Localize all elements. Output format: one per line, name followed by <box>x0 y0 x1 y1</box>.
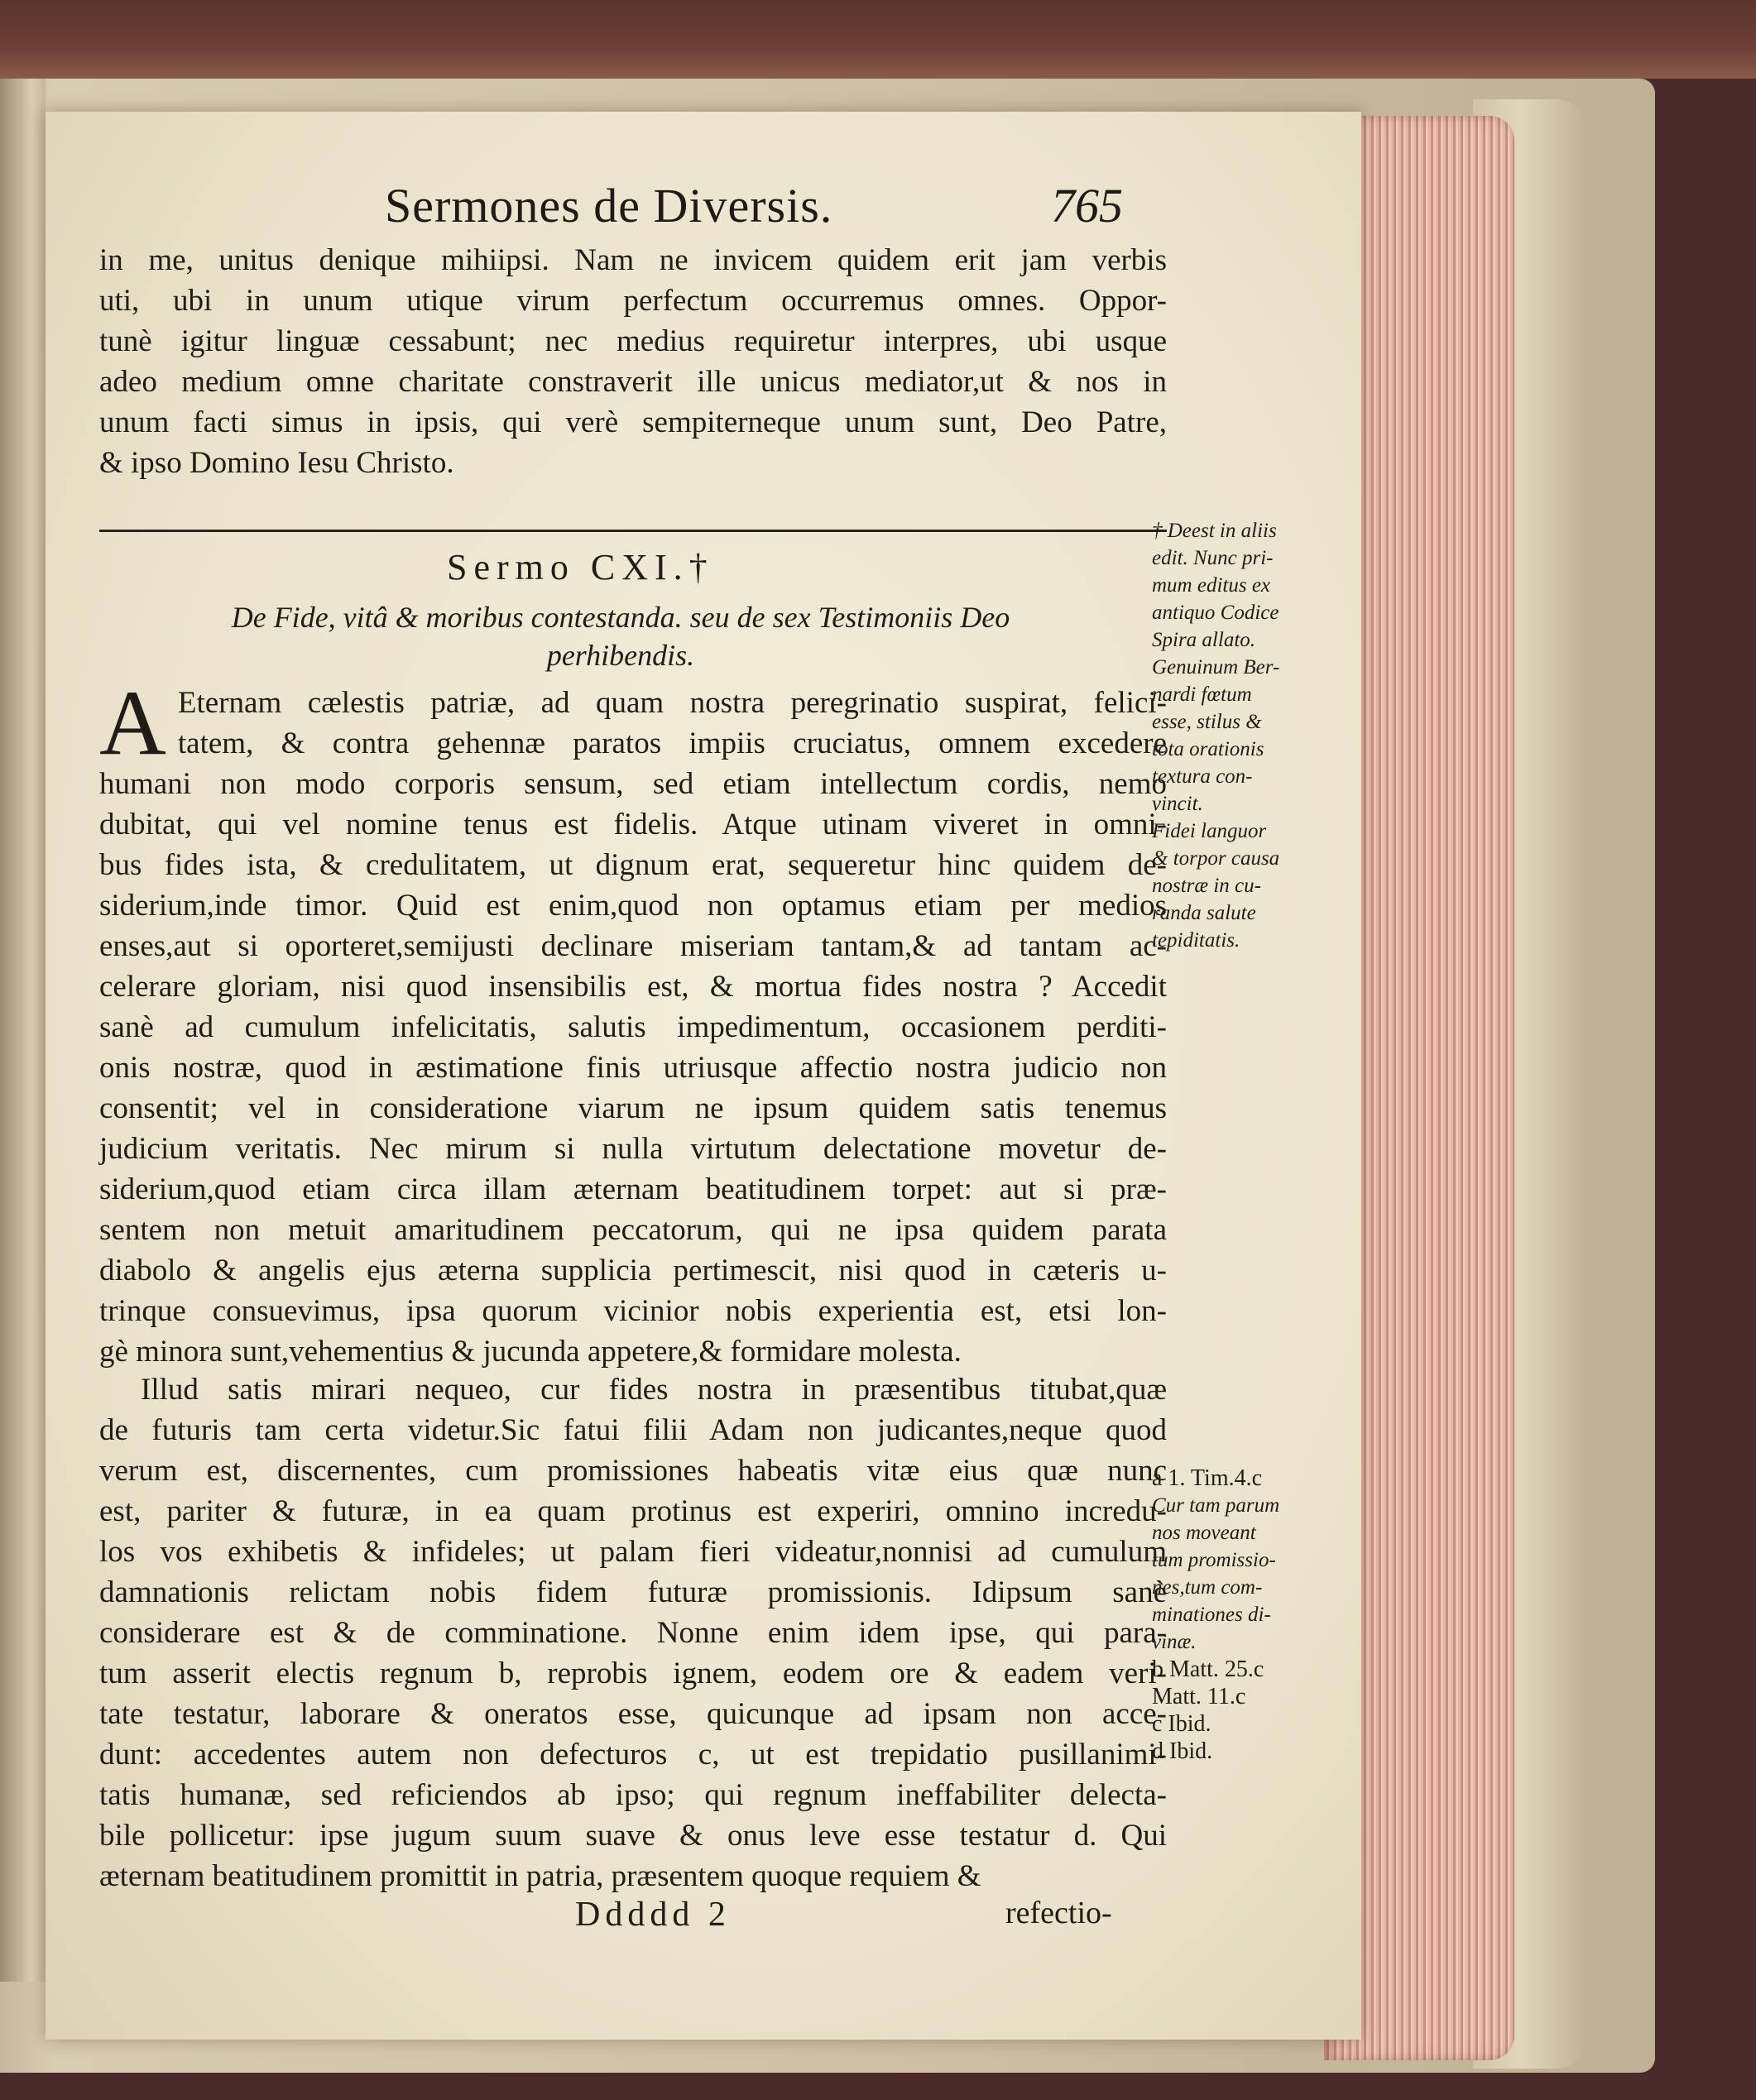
margin-note-source <box>1152 517 1342 954</box>
text-line: tum asserit electis regnum b, reprobis ignem, eodem ore & eadem veri- <box>99 1657 1167 1690</box>
margin-note-line: tota orationis <box>1152 738 1264 760</box>
paragraph-1 <box>99 672 1167 1372</box>
margin-note-line: tum promissio- <box>1152 1549 1276 1571</box>
margin-note-line: randa salute <box>1152 902 1256 924</box>
margin-note-line: nostræ in cu- <box>1152 875 1261 897</box>
margin-note-line: Cur tam parum <box>1152 1494 1280 1517</box>
text-line: enses,aut si oporteret,semijusti declinare miseriam tantam,& ad tantam ac- <box>99 929 1167 963</box>
margin-note-line: textura con- <box>1152 765 1253 788</box>
text-line: judicium veritatis. Nec mirum si nulla virtutum delectatione movetur de- <box>99 1132 1167 1166</box>
margin-note-line: tepiditatis. <box>1152 929 1240 952</box>
text-line: est, pariter & futuræ, in ea quam protinus est experiri, omnino incredu- <box>99 1494 1167 1528</box>
facing-page-edge <box>0 79 46 1982</box>
book-page <box>46 112 1361 2040</box>
drop-cap: A <box>99 672 166 774</box>
text-line: adeo medium omne charitate constraverit ille unicus mediator,ut & nos in <box>99 365 1167 399</box>
text-line: gè minora sunt,vehementius & jucunda appetere,& formidare molesta. <box>99 1335 962 1369</box>
margin-note-line: nardi fœtum <box>1152 683 1252 706</box>
margin-note-line: nos moveant <box>1152 1522 1256 1544</box>
text-line: tatem, & contra gehennæ paratos impiis cruciatus, omnem excedere <box>177 726 1167 760</box>
margin-note-line: mum editus ex <box>1152 574 1271 597</box>
text-line: uti, ubi in unum utique virum perfectum occurremus omnes. Oppor- <box>99 284 1167 318</box>
margin-note-line: Fidei languor <box>1152 820 1267 842</box>
margin-note-line: & torpor causa <box>1152 847 1280 870</box>
text-line: tunè igitur linguæ cessabunt; nec medius requiretur interpres, ubi usque <box>99 324 1167 358</box>
catchword: refectio- <box>1005 1896 1112 1930</box>
text-line: bus fides ista, & credulitatem, ut dignum erat, sequeretur hinc quidem de- <box>99 848 1167 882</box>
top-paragraph <box>99 240 1167 483</box>
text-line: unum facti simus in ipsis, qui verè sempiterneque unum sunt, Deo Patre, <box>99 405 1167 439</box>
margin-note-line: b Matt. 25.c <box>1152 1657 1264 1682</box>
margin-note-line: Genuinum Ber- <box>1152 656 1280 678</box>
margin-note-line: nes,tum com- <box>1152 1576 1263 1599</box>
margin-note-line: esse, stilus & <box>1152 711 1262 733</box>
text-line: sanè ad cumulum infelicitatis, salutis impedimentum, occasionem perditi- <box>99 1010 1167 1044</box>
margin-note-line: d Ibid. <box>1152 1738 1213 1764</box>
text-line: verum est, discernentes, cum promissiones habeatis vitæ eius quæ nunc <box>99 1454 1167 1488</box>
text-line: diabolo & angelis ejus æterna supplicia pertimescit, nisi quod in cæteris u- <box>99 1254 1167 1287</box>
margin-note-line: a 1. Tim.4.c <box>1152 1465 1263 1491</box>
margin-note-line: edit. Nunc pri- <box>1152 547 1274 569</box>
text-line: tatis humanæ, sed reficiendos ab ipso; qui regnum ineffabiliter delecta- <box>99 1778 1167 1812</box>
paragraph-2 <box>99 1369 1167 1896</box>
page-number: 765 <box>1051 179 1123 233</box>
signature-mark: Ddddd 2 <box>575 1896 731 1934</box>
text-line: tate testatur, laborare & oneratos esse, quicunque ad ipsam non acce- <box>99 1697 1167 1731</box>
margin-note-references <box>1152 1465 1342 1765</box>
margin-note-line: c Ibid. <box>1152 1711 1211 1737</box>
margin-note-line: † Deest in aliis <box>1152 520 1277 542</box>
margin-note-line: Spira allato. <box>1152 629 1256 651</box>
subtitle-line: De Fide, vitâ & moribus contestanda. seu de sex Testimoniis Deo <box>231 601 1010 634</box>
text-line: trinque consuevimus, ipsa quorum vicinior nobis experientia est, etsi lon- <box>99 1294 1167 1328</box>
sermon-title: Sermo CXI.† <box>447 547 714 587</box>
text-line: consentit; vel in consideratione viarum ne ipsum quidem satis tenemus <box>99 1091 1167 1125</box>
margin-note-line: vinæ. <box>1152 1631 1197 1653</box>
text-line: dunt: accedentes autem non defecturos c, ut est trepidatio pusillanimi- <box>99 1738 1167 1772</box>
text-line: sentem non metuit amaritudinem peccatorum, qui ne ipsa quidem parata <box>99 1213 1167 1247</box>
text-line: de futuris tam certa videtur.Sic fatui filii Adam non judicantes,neque quod <box>99 1413 1167 1447</box>
text-line: humani non modo corporis sensum, sed etiam intellectum cordis, nemo <box>99 767 1167 801</box>
running-title: Sermones de Diversis. <box>385 179 833 233</box>
text-line: considerare est & de comminatione. Nonne enim idem ipse, qui para- <box>99 1616 1167 1650</box>
margin-note-line: minationes di- <box>1152 1604 1271 1626</box>
sermon-subtitle <box>124 598 1117 674</box>
margin-note-line: Matt. 11.c <box>1152 1684 1246 1709</box>
subtitle-line: perhibendis. <box>546 639 695 672</box>
text-line: Illud satis mirari nequeo, cur fides nostra in præsentibus titubat,quæ <box>141 1373 1167 1407</box>
text-line: dubitat, qui vel nomine tenus est fidelis. Atque utinam viveret in omni- <box>99 808 1167 841</box>
text-line: siderium,quod etiam circa illam æternam beatitudinem torpet: aut si præ- <box>99 1172 1167 1206</box>
text-line: in me, unitus denique mihiipsi. Nam ne invicem quidem erit jam verbis <box>99 243 1167 277</box>
margin-note-line: antiquo Codice <box>1152 602 1279 624</box>
background-top <box>0 0 1756 79</box>
margin-note-line: vincit. <box>1152 793 1203 815</box>
text-line: damnationis relictam nobis fidem futuræ promissionis. Idipsum sanè <box>99 1575 1167 1609</box>
text-line: los vos exhibetis & infideles; ut palam fieri videatur,nonnisi ad cumulum <box>99 1535 1167 1569</box>
text-line: æternam beatitudinem promittit in patria, præsentem quoque requiem & <box>99 1859 981 1893</box>
text-line: Eternam cælestis patriæ, ad quam nostra peregrinatio suspirat, felici- <box>177 686 1167 720</box>
text-line: siderium,inde timor. Quid est enim,quod non optamus etiam per medios <box>99 889 1167 923</box>
text-line: onis nostræ, quod in æstimatione finis utriusque affectio nostra judicio non <box>99 1051 1167 1085</box>
section-rule <box>99 530 1167 532</box>
text-line: celerare gloriam, nisi quod insensibilis est, & mortua fides nostra ? Accedit <box>99 970 1167 1004</box>
text-line: bile pollicetur: ipse jugum suum suave & onus leve esse testatur d. Qui <box>99 1819 1167 1853</box>
text-line: & ipso Domino Iesu Christo. <box>99 446 454 480</box>
